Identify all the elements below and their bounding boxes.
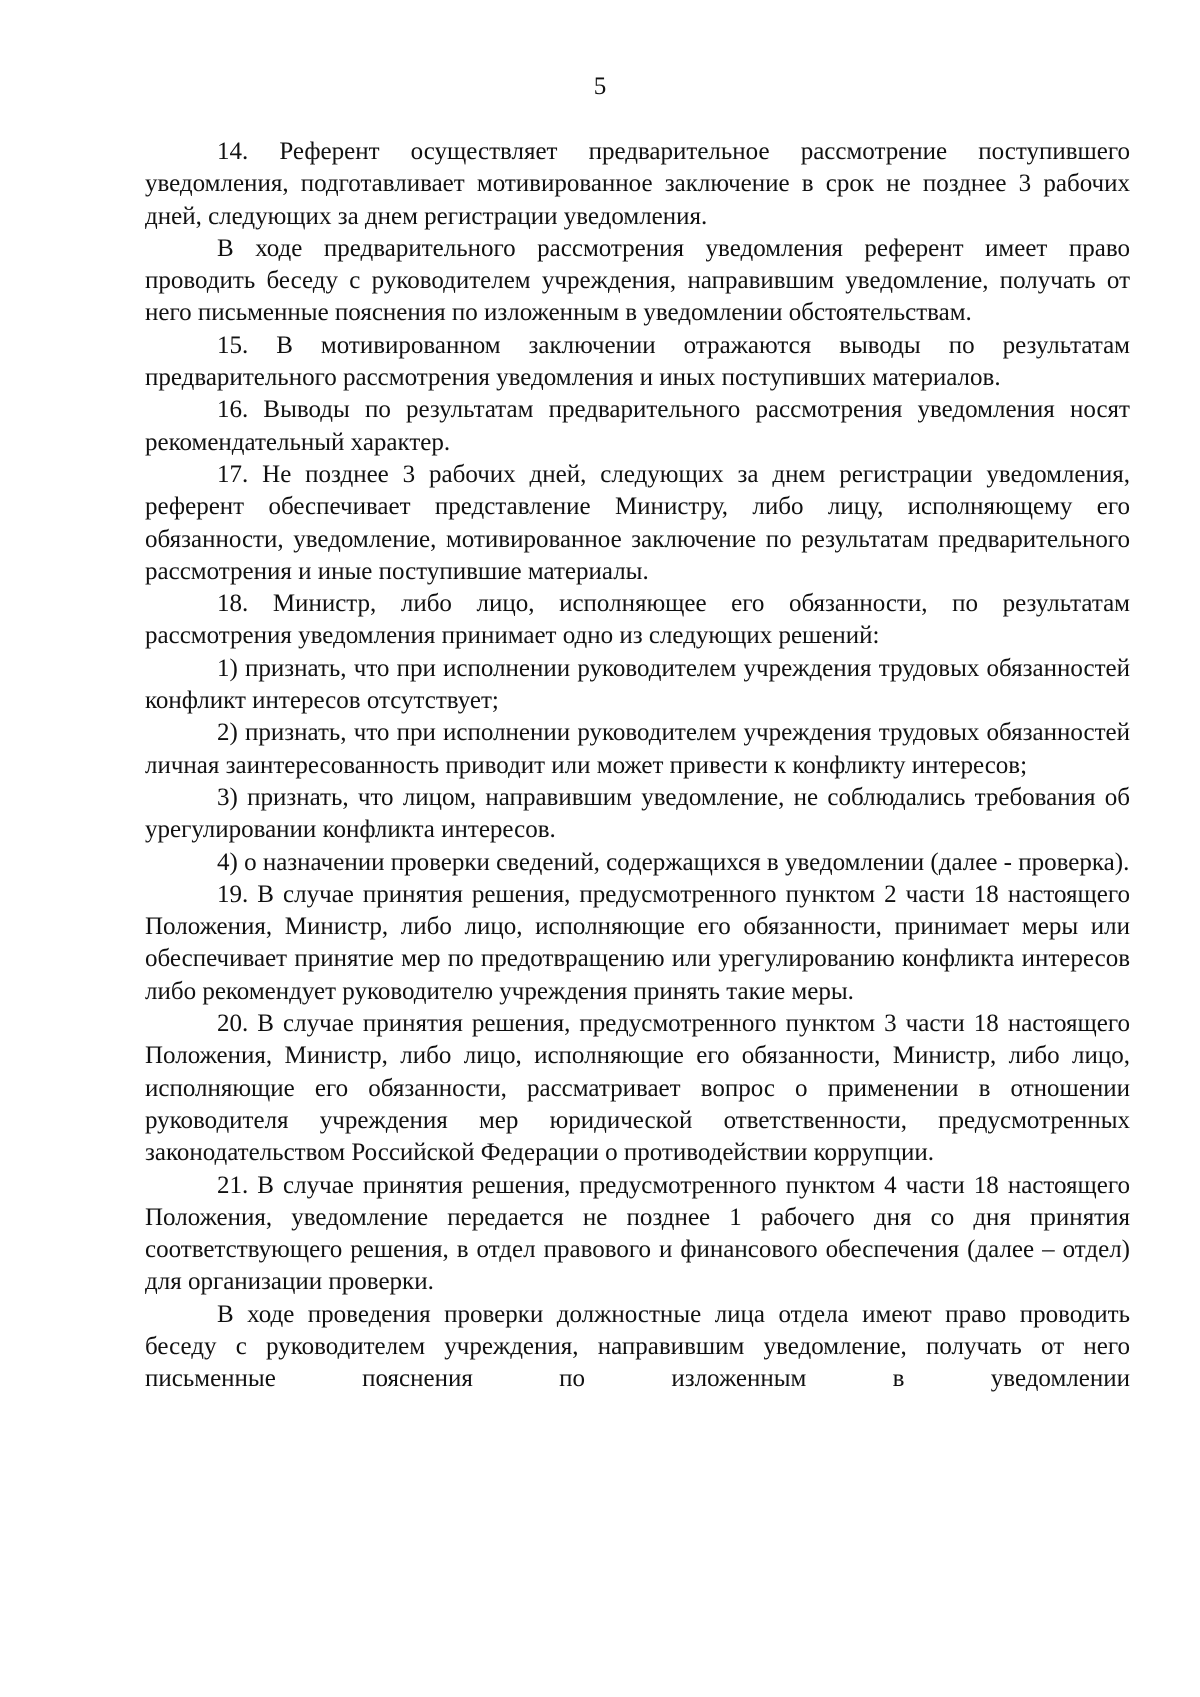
paragraph-17: 17. Не позднее 3 рабочих дней, следующих за днем регистрации уведомления, референт обеспечивает представление Министру, либо лицу, исполняющему его обязанности, уведомление, мотивированное заключение по результатам предварительного рассмотрения и иные поступившие материалы. <box>145 460 1130 585</box>
paragraph-19: 19. В случае принятия решения, предусмотренного пунктом 2 части 18 настоящего Положения, Министр, либо лицо, исполняющие его обязанности, принимает меры или обеспечивает принятие мер по предотвращению или урегулированию конфликта интересов либо рекомендует руководителю учреждения принять такие меры. <box>145 880 1130 1005</box>
paragraph-16: 16. Выводы по результатам предварительного рассмотрения уведомления носят рекомендательный характер. <box>145 396 1130 456</box>
page-number: 5 <box>593 73 607 100</box>
decision-item-2: 2) признать, что при исполнении руководителем учреждения трудовых обязанностей личная заинтересованность приводит или может привести к конфликту интересов; <box>145 719 1130 779</box>
document-body <box>145 136 1130 1396</box>
paragraph-20: 20. В случае принятия решения, предусмотренного пунктом 3 части 18 настоящего Положения, Министр, либо лицо, исполняющие его обязанности, Министр, либо лицо, исполняющие его обязанности, рассматривает вопрос о применении в отношении руководителя учреждения мер юридической ответственности, предусмотренных законодательством Российской Федерации о противодействии коррупции. <box>145 1010 1130 1167</box>
paragraph-15: 15. В мотивированном заключении отражаются выводы по результатам предварительного рассмотрения уведомления и иных поступивших материалов. <box>145 331 1130 392</box>
paragraph-14: 14. Референт осуществляет предварительное рассмотрение поступившего уведомления, подготавливает мотивированное заключение в срок не позднее 3 рабочих дней, следующих за днем регистрации уведомления. <box>145 138 1130 230</box>
decision-item-3: 3) признать, что лицом, направившим уведомление, не соблюдались требования об урегулировании конфликта интересов. <box>145 783 1130 844</box>
paragraph-21: 21. В случае принятия решения, предусмотренного пунктом 4 части 18 настоящего Положения, уведомление передается не позднее 1 рабочего дня со дня принятия соответствующего решения, в отдел правового и финансового обеспечения (далее – отдел) для организации проверки. <box>145 1171 1130 1296</box>
decision-item-4: 4) о назначении проверки сведений, содержащихся в уведомлении (далее - проверка). <box>217 848 1130 876</box>
paragraph-21-inspection: В ходе проведения проверки должностные лица отдела имеют право проводить беседу с руководителем учреждения, направившим уведомление, получать от него письменные пояснения по изложенным в уведомлении <box>145 1300 1130 1393</box>
paragraph-18: 18. Министр, либо лицо, исполняющее его обязанности, по результатам рассмотрения уведомления принимает одно из следующих решений: <box>145 590 1130 650</box>
paragraph-14-preliminary-review: В ходе предварительного рассмотрения уведомления референт имеет право проводить беседу с руководителем учреждения, направившим уведомление, получать от него письменные пояснения по изложенным в уведомлении обстоятельствам. <box>145 234 1130 327</box>
decision-item-1: 1) признать, что при исполнении руководителем учреждения трудовых обязанностей конфликт интересов отсутствует; <box>145 654 1130 715</box>
